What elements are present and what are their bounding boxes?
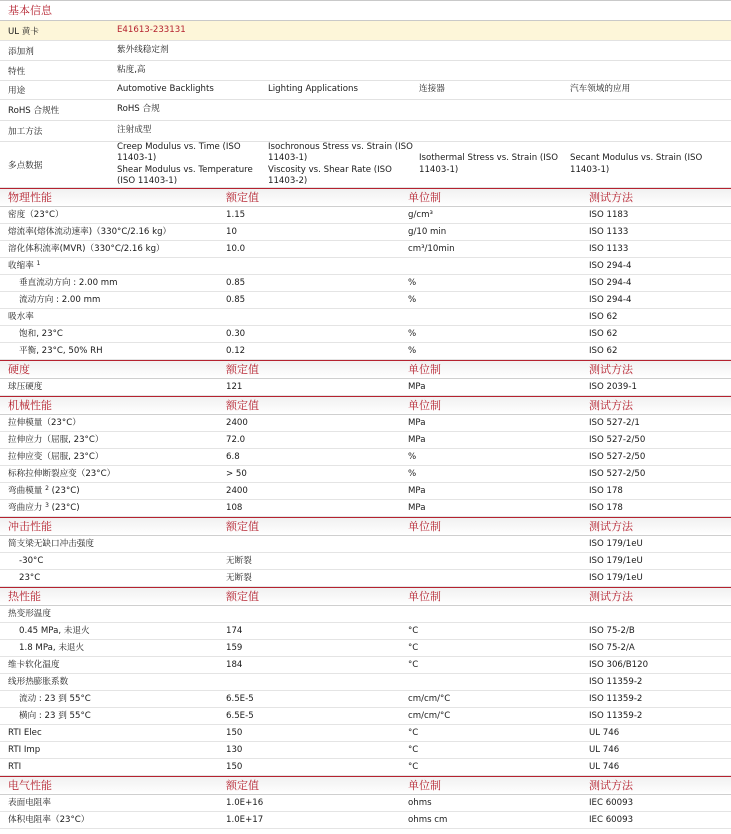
basic-info-values [117,61,731,80]
property-unit: % [408,346,417,356]
basic-info-value [268,142,419,187]
property-value: 150 [226,762,243,772]
test-method: UL 746 [589,728,620,738]
test-method: ISO 178 [589,503,623,513]
test-method: ISO 179/1eU [589,539,643,549]
basic-info-row [0,121,731,142]
property-value: 1.0E+17 [226,815,264,825]
table-row [0,812,731,829]
property-name: -30°C [19,556,44,566]
property-unit [408,606,589,622]
property-unit: cm/cm/°C [408,694,451,704]
column-header-method: 测试方法 [589,399,633,412]
property-unit [408,553,589,569]
property-unit: °C [408,728,419,738]
property-unit: g/10 min [408,227,447,237]
footnote-marker: 2 [45,485,49,492]
basic-info-value-text: 紫外线稳定剂 [117,44,169,55]
property-unit: MPa [408,435,426,445]
basic-info-value [117,81,268,99]
property-unit: MPa [408,503,426,513]
basic-info-values [117,21,731,40]
property-name: 体积电阻率（23°C） [8,815,90,825]
basic-info-label: 多点数据 [8,160,43,171]
test-method: ISO 294-4 [589,261,632,271]
column-header-value: 额定值 [226,779,259,792]
property-unit: cm/cm/°C [408,711,451,721]
property-value: 6.5E-5 [226,694,254,704]
basic-info-values [117,81,731,99]
footnote-marker: 1 [36,260,41,267]
test-method: ISO 306/B120 [589,660,649,670]
table-row [0,553,731,570]
basic-info-value [117,100,164,120]
table-row [0,466,731,483]
basic-info-title: 基本信息 [0,0,731,21]
property-name: 标称拉伸断裂应变（23°C） [8,469,116,479]
table-row [0,449,731,466]
column-header-method: 测试方法 [589,363,633,376]
column-header-method: 测试方法 [589,520,633,533]
property-value [226,536,408,552]
test-method: ISO 527-2/1 [589,418,640,428]
basic-info-values [117,142,731,187]
property-name: 弯曲模量 $^2$ (23°C) [8,485,80,496]
column-header-method: 测试方法 [589,191,633,204]
test-method: UL 746 [589,745,620,755]
test-method: ISO 11359-2 [589,677,643,687]
test-method: ISO 62 [589,312,618,322]
property-value: 10 [226,227,237,237]
property-value [226,674,408,690]
table-row [0,759,731,776]
property-value: > 50 [226,469,247,479]
property-unit: MPa [408,382,426,392]
basic-info-row [0,142,731,188]
property-value: 1.0E+16 [226,798,264,808]
basic-info-label: RoHS 合规性 [8,106,60,116]
basic-info-value [117,21,190,40]
property-unit [408,674,589,690]
section-title: 冲击性能 [8,520,52,533]
section-header [0,188,731,207]
test-method: ISO 62 [589,329,618,339]
property-value [226,309,408,325]
section-title: 硬度 [8,363,30,376]
basic-info-value [117,142,268,187]
property-value: 1.15 [226,210,246,220]
property-name: 0.45 MPa, 未退火 [19,626,90,636]
property-name: 流动方向 : 2.00 mm [19,295,101,305]
property-name: 维卡软化温度 [8,660,60,670]
column-header-method: 测试方法 [589,779,633,792]
section-title: 电气性能 [8,779,52,792]
property-unit [408,258,589,274]
basic-info-value [570,142,721,187]
basic-info-value-text: Isochronous Stress vs. Strain (ISO 11403-1) Viscosity vs. Shear Rate (ISO 11403-2) [268,141,413,186]
table-row [0,432,731,449]
basic-info-label: 用途 [8,86,26,96]
basic-info-value-text: 汽车领域的应用 [570,84,631,95]
property-unit: % [408,469,417,479]
property-name: 简支梁无缺口冲击强度 [8,539,94,549]
property-name: 表面电阻率 [8,798,51,808]
property-name: 吸水率 [8,312,34,322]
section-header [0,587,731,606]
table-row [0,241,731,258]
test-method: IEC 60093 [589,815,634,825]
column-header-unit: 单位制 [408,520,441,533]
property-value: 184 [226,660,243,670]
property-name: 线形热膨胀系数 [8,677,69,687]
table-row [0,570,731,587]
test-method: ISO 75-2/B [589,626,635,636]
property-unit [408,536,589,552]
property-name: 横向 : 23 到 55°C [19,711,91,721]
test-method: ISO 2039-1 [589,382,637,392]
property-value: 6.8 [226,452,240,462]
basic-info-value-text: Creep Modulus vs. Time (ISO 11403-1) Shear Modulus vs. Temperature (ISO 11403-1) [117,141,253,186]
section-title: 物理性能 [8,191,52,204]
column-header-unit: 单位制 [408,779,441,792]
column-header-value: 额定值 [226,363,259,376]
section-header [0,517,731,536]
property-name: 密度（23°C） [8,210,64,220]
footnote-marker: 3 [45,502,49,509]
test-method: ISO 11359-2 [589,711,643,721]
property-value: 无断裂 [226,556,252,566]
test-method: IEC 60093 [589,798,634,808]
property-value: 150 [226,728,243,738]
property-name: 弯曲应力 $^3$ (23°C) [8,502,80,513]
property-unit [408,309,589,325]
column-header-method: 测试方法 [589,590,633,603]
table-row [0,536,731,553]
basic-info-row [0,21,731,41]
section-header [0,776,731,795]
table-row [0,795,731,812]
table-row [0,708,731,725]
property-name: 拉伸模量（23°C） [8,418,81,428]
basic-info-value [117,61,150,80]
table-row [0,500,731,517]
property-sections [0,188,731,829]
basic-info-value-text: Lighting Applications [268,84,358,95]
test-method: ISO 1183 [589,210,629,220]
column-header-value: 额定值 [226,191,259,204]
property-name: 收缩率 $^1$ [8,260,41,271]
property-value [226,606,408,622]
basic-info-label: 特性 [8,66,26,77]
property-unit: °C [408,660,419,670]
test-method: ISO 75-2/A [589,643,635,653]
test-method: ISO 527-2/50 [589,435,646,445]
property-value: 6.5E-5 [226,711,254,721]
basic-info-values [117,100,731,120]
basic-info-value-text: Automotive Backlights [117,84,214,95]
basic-info-value [570,81,721,99]
property-name: RTI Imp [8,745,41,755]
test-method: ISO 527-2/50 [589,452,646,462]
test-method: ISO 179/1eU [589,556,643,566]
test-method: UL 746 [589,762,620,772]
property-value: 72.0 [226,435,246,445]
section-header [0,360,731,379]
property-unit: MPa [408,418,426,428]
property-value: 无断裂 [226,573,252,583]
property-value: 10.0 [226,244,246,254]
table-row [0,742,731,759]
property-unit: % [408,452,417,462]
test-method [589,606,731,622]
basic-info-values [117,41,731,60]
basic-info-value [268,81,419,99]
property-name: RTI Elec [8,728,42,738]
column-header-value: 额定值 [226,399,259,412]
table-row [0,292,731,309]
test-method: ISO 62 [589,346,618,356]
property-unit [408,570,589,586]
property-name: 23°C [19,573,41,583]
property-name: 拉伸应变（屈服, 23°C） [8,452,104,462]
basic-info-value [419,81,570,99]
property-name: 1.8 MPa, 未退火 [19,643,85,653]
basic-info-row [0,41,731,61]
table-row [0,224,731,241]
basic-info-row [0,61,731,81]
basic-info-value-text: Secant Modulus vs. Strain (ISO 11403-1) [570,153,703,175]
property-name: 饱和, 23°C [19,329,63,339]
basic-info-label: UL 黄卡 [8,26,39,37]
table-row [0,674,731,691]
property-name: 平衡, 23°C, 50% RH [19,346,103,356]
property-name: 熔流率(熔体流动速率)（330°C/2.16 kg） [8,227,172,237]
table-row [0,258,731,275]
property-value: 2400 [226,486,248,496]
table-row [0,640,731,657]
column-header-value: 额定值 [226,590,259,603]
table-row [0,343,731,360]
basic-info-value-text: Isothermal Stress vs. Strain (ISO 11403-1) [419,153,558,175]
basic-info-row [0,100,731,121]
column-header-unit: 单位制 [408,399,441,412]
property-value [226,258,408,274]
test-method: ISO 1133 [589,227,629,237]
property-value: 159 [226,643,243,653]
property-value: 174 [226,626,243,636]
property-value: 121 [226,382,243,392]
property-unit: % [408,295,417,305]
property-name: RTI [8,762,22,772]
section-title: 机械性能 [8,399,52,412]
column-header-value: 额定值 [226,520,259,533]
test-method: ISO 1133 [589,244,629,254]
property-name: 流动 : 23 到 55°C [19,694,91,704]
property-value: 2400 [226,418,248,428]
property-name: 球压硬度 [8,382,43,392]
test-method: ISO 294-4 [589,295,632,305]
table-row [0,326,731,343]
property-value: 0.12 [226,346,246,356]
basic-info-value-text: 连接器 [419,84,445,95]
property-unit: % [408,329,417,339]
property-value: 108 [226,503,243,513]
test-method: ISO 179/1eU [589,573,643,583]
property-unit: ohms [408,798,432,808]
basic-info-value-text: 粘度,高 [117,64,146,75]
basic-info-value [419,142,570,187]
basic-info-value-text: E41613-233131 [117,24,186,35]
property-unit: °C [408,745,419,755]
property-unit: °C [408,762,419,772]
basic-info-label: 添加剂 [8,46,34,57]
property-unit: g/cm³ [408,210,433,220]
property-value: 0.85 [226,295,246,305]
test-method: ISO 527-2/50 [589,469,646,479]
column-header-unit: 单位制 [408,590,441,603]
basic-info-values [117,121,731,141]
table-row [0,691,731,708]
table-row [0,309,731,326]
property-name: 拉伸应力（屈服, 23°C） [8,435,104,445]
property-unit: cm³/10min [408,244,455,254]
property-unit: °C [408,626,419,636]
column-header-unit: 单位制 [408,363,441,376]
property-name: 热变形温度 [8,609,51,619]
basic-info-value [117,41,173,60]
test-method: ISO 294-4 [589,278,632,288]
property-value: 0.85 [226,278,246,288]
property-name: 垂直流动方向 : 2.00 mm [19,278,118,288]
basic-info-table [0,21,731,188]
property-value: 0.30 [226,329,246,339]
table-row [0,483,731,500]
table-row [0,275,731,292]
property-unit: MPa [408,486,426,496]
basic-info-value [117,121,155,141]
property-unit: ohms cm [408,815,448,825]
table-row [0,207,731,224]
section-header [0,396,731,415]
property-name: 溶化体积流率(MVR)（330°C/2.16 kg） [8,244,165,254]
table-row [0,415,731,432]
table-row [0,725,731,742]
table-row [0,606,731,623]
basic-info-value-text: RoHS 合规 [117,104,160,115]
basic-info-value-text: 注射成型 [117,125,152,136]
property-unit: °C [408,643,419,653]
table-row [0,623,731,640]
property-value: 130 [226,745,243,755]
test-method: ISO 11359-2 [589,694,643,704]
section-title: 热性能 [8,590,41,603]
property-unit: % [408,278,417,288]
basic-info-row [0,81,731,100]
table-row [0,657,731,674]
table-row [0,379,731,396]
test-method: ISO 178 [589,486,623,496]
basic-info-label: 加工方法 [8,127,43,137]
column-header-unit: 单位制 [408,191,441,204]
